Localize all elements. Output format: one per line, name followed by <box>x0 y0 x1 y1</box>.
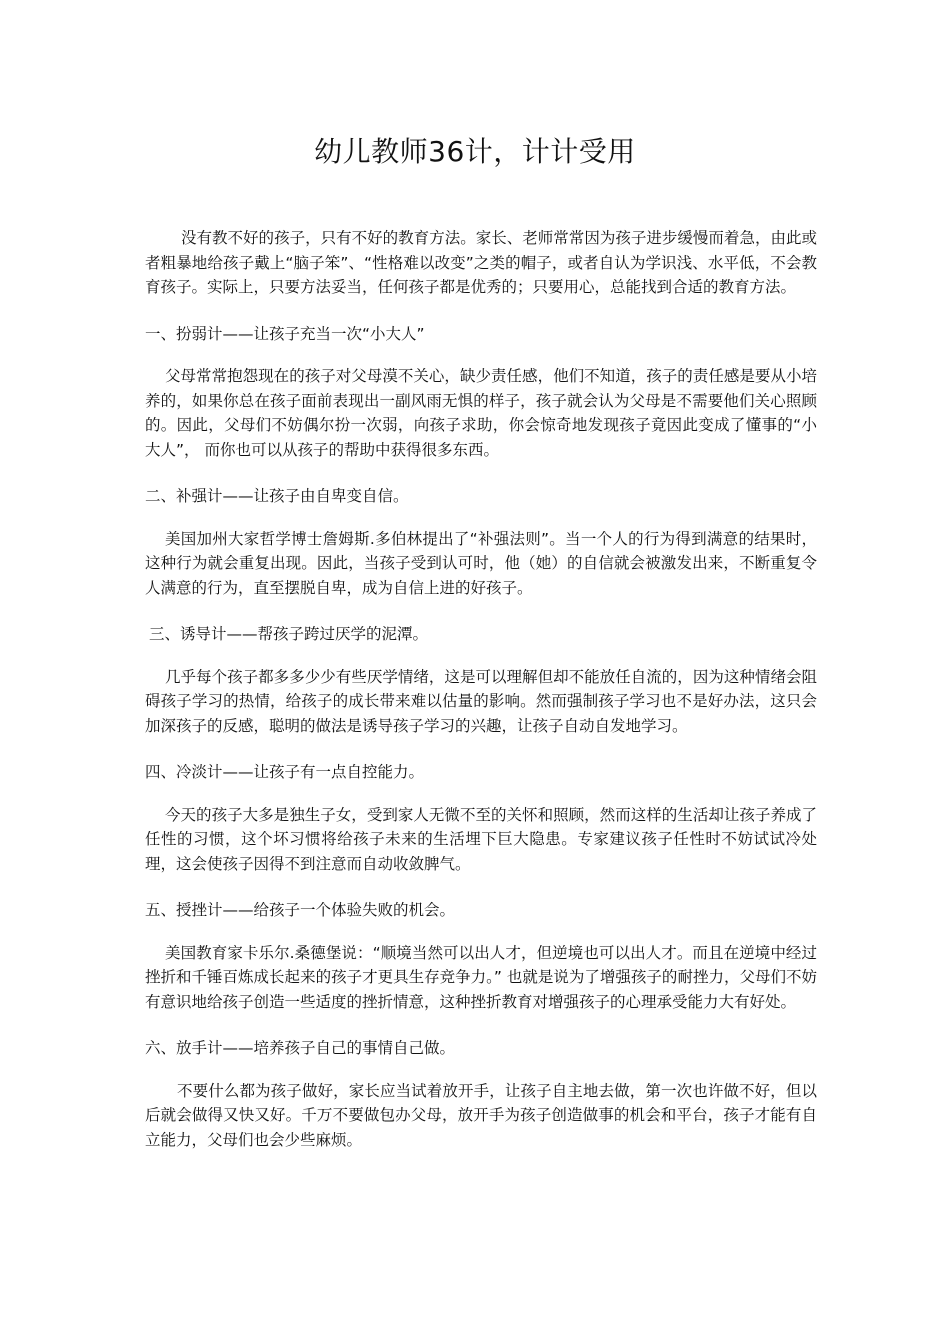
section-body-3: 几乎每个孩子都多多少少有些厌学情绪，这是可以理解但却不能放任自流的，因为这种情绪会阻碍孩子学习的热情，给孩子的成长带来难以估量的影响。然而强制孩子学习也不是好办法，这只会加深孩子的反感，聪明的做法是诱导孩子学习的兴趣，让孩子自动自发地学习。 <box>145 667 817 735</box>
section-heading-2: 二、补强计——让孩子由自卑变自信。 <box>145 487 409 505</box>
section-heading-4: 四、冷淡计——让孩子有一点自控能力。 <box>145 763 425 781</box>
section-heading-6: 六、放手计——培养孩子自己的事情自己做。 <box>145 1039 456 1057</box>
section-heading-5: 五、授挫计——给孩子一个体验失败的机会。 <box>145 901 456 919</box>
section-body-2: 美国加州大家哲学博士詹姆斯.多伯林提出了“补强法则”。当一个人的行为得到满意的结果时，这种行为就会重复出现。因此，当孩子受到认可时，他（她）的自信就会被激发出来，不断重复令人满意的行为，直至摆脱自卑，成为自信上进的好孩子。 <box>145 529 817 597</box>
document-title: 幼儿教师36计，计计受用 <box>314 135 636 168</box>
section-body-6: 不要什么都为孩子做好，家长应当试着放开手，让孩子自主地去做，第一次也许做不好，但以后就会做得又快又好。千万不要做包办父母，放开手为孩子创造做事的机会和平台，孩子才能有自立能力，父母们也会少些麻烦。 <box>145 1081 817 1149</box>
intro-paragraph: 没有教不好的孩子，只有不好的教育方法。家长、老师常常因为孩子进步缓慢而着急，由此或者粗暴地给孩子戴上“脑子笨”、“性格难以改变”之类的帽子，或者自认为学识浅、水平低，不会教育孩子。实际上，只要方法妥当，任何孩子都是优秀的；只要用心，总能找到合适的教育方法。 <box>145 229 817 296</box>
section-heading-3: 三、诱导计——帮孩子跨过厌学的泥潭。 <box>149 625 429 643</box>
document-body <box>145 226 817 1174</box>
section-body-4: 今天的孩子大多是独生子女，受到家人无微不至的关怀和照顾，然而这样的生活却让孩子养成了任性的习惯，这个坏习惯将给孩子未来的生活埋下巨大隐患。专家建议孩子任性时不妨试试冷处理，这会使孩子因得不到注意而自动收敛脾气。 <box>145 805 817 873</box>
section-heading-1: 一、扮弱计——让孩子充当一次“小大人” <box>145 324 425 343</box>
section-body-5: 美国教育家卡乐尔.桑德堡说：“顺境当然可以出人才，但逆境也可以出人才。而且在逆境中经过挫折和千锤百炼成长起来的孩子才更具生存竞争力。” 也就是说为了增强孩子的耐挫力，父母们不妨有意识地给孩子创造一些适度的挫折情意，这种挫折教育对增强孩子的心理承受能力大有好处。 <box>145 943 817 1011</box>
section-body-1: 父母常常抱怨现在的孩子对父母漠不关心，缺少责任感，他们不知道，孩子的责任感是要从小培养的，如果你总在孩子面前表现出一副风雨无惧的样子，孩子就会认为父母是不需要他们关心照顾的。因此，父母们不妨偶尔扮一次弱，向孩子求助，你会惊奇地发现孩子竟因此变成了懂事的“小大人”， 而你也可以从孩子的帮助中获得很多东西。 <box>145 367 817 459</box>
